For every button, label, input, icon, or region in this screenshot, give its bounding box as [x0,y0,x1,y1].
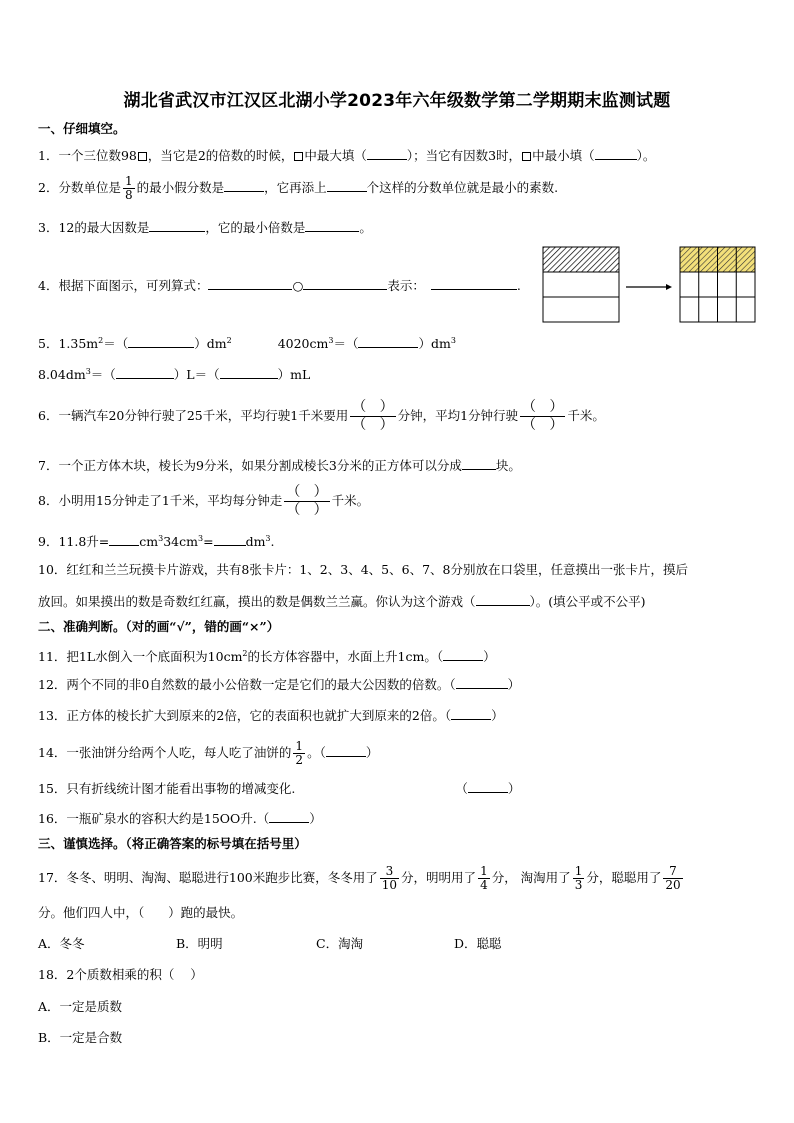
left-rectangle [543,247,619,322]
page-title: 湖北省武汉市江汉区北湖小学2023年六年级数学第二学期期末监测试题 [123,91,671,111]
section-2-heading: 二、准确判断。（对的画“√”，错的画“×”） [38,619,280,634]
question-11: 11．把1L水倒入一个底面积为$10cm^2$的长方体容器中，水面上升1cm。（ ） [38,649,496,665]
answer-blank[interactable] [326,744,366,757]
question-10: 10．红红和兰兰玩摸卡片游戏，共有8张卡片：1、2、3、4、5、6、7、8分别放在口袋里，任意摸出一张卡片，摸后 [38,562,688,577]
fraction-blank[interactable]: （ ） （ ） [352,399,394,433]
answer-blank[interactable] [468,780,508,793]
question-3: 3．12的最大因数是 ，它的最小倍数是 。 [38,220,372,235]
answer-blank[interactable] [214,533,246,546]
question-17-options [38,936,502,952]
section-1-heading: 一、仔细填空。 [38,121,126,136]
question-16: 16．一瓶矿泉水的容积大约是15OO升.（ ） [38,811,322,826]
fraction-blank[interactable]: （ ） （ ） [522,399,564,433]
question-18: 18．2个质数相乘的积（ ） [38,967,203,982]
answer-blank[interactable] [327,179,367,192]
shaded-part [543,247,619,272]
question-6: 6．一辆汽车20分钟行驶了25千米，平均行驶1千米要用 （ ） （ ） 分钟，平均1分钟行驶 （ ） （ ） 千米。 [38,399,605,433]
answer-blank[interactable] [451,707,491,720]
question-10-line-2: 放回。如果摸出的数是奇数红红赢，摸出的数是偶数兰兰赢。你认为这个游戏（ ）。(填公平或不公平) [38,594,646,609]
answer-blank[interactable] [476,593,530,606]
question-5-part-2: $8.04dm^3=$（ ）L＝（ ）mL [38,367,311,383]
fraction: $\frac{1}{2}$ [295,739,304,767]
answer-blank[interactable] [443,648,483,661]
answer-blank[interactable] [456,676,508,689]
question-12: 12．两个不同的非0自然数的最小公倍数一定是它们的最大公因数的倍数。（ ） [38,677,521,692]
digit-box-icon [138,152,147,161]
fraction: $\frac{7}{20}$ [665,864,681,892]
option-a[interactable]: A．冬冬 [38,936,85,951]
answer-blank[interactable] [358,335,418,348]
question-2: 2．分数单位是 $\frac{1}{8}$ 的最小假分数是 ，它再添上 个这样的分数单位就是最小的素数. [38,174,559,202]
digit-box-icon [294,152,303,161]
question-15: 15．只有折线统计图才能看出事物的增减变化. （ ） [38,781,521,796]
fraction: $\frac{1}{8}$ [124,174,133,202]
answer-blank[interactable] [224,179,264,192]
answer-blank[interactable] [116,366,174,379]
arrow-icon [626,284,672,290]
digit-box-icon [522,152,531,161]
question-7: 7．一个正方体木块，棱长为9分米，如果分割成棱长3分米的正方体可以分成 块。 [38,458,521,473]
question-17-line-2: 分。他们四人中，（ ）跑的最快。 [38,905,244,920]
question-14: 14．一张油饼分给两个人吃，每人吃了油饼的 $\frac{1}{2}$ 。（ ） [38,739,379,767]
answer-blank[interactable] [149,219,205,232]
option-b[interactable]: B．明明 [176,936,223,951]
answer-blank[interactable] [109,533,139,546]
question-9: 9．11.8升= $cm^334cm^3= dm^3$. [38,534,275,550]
fraction-diagram [540,245,760,325]
option-d[interactable]: D．聪聪 [454,936,502,951]
question-1: 1．一个三位数98 ，当它是2的倍数的时候， 中最大填（ ）；当它有因数3时， 中最小填（ ）。 [38,148,656,163]
question-17: 17．冬冬、明明、淘淘、聪聪进行100米跑步比赛，冬冬用了 $\frac{3}{10}$ 分，明明用了 $\frac{1}{4}$ 分， 淘淘用了 $\frac{1}{3}$ 分，聪聪用了 $\frac{7}{20}$ [38,864,681,892]
question-5: 5．$1.35m^2=$（ ）$dm^2$ $4020cm^3=$（ ）$dm^3$ [38,336,456,352]
fraction-blank[interactable]: （ ） （ ） [286,484,328,518]
right-grid [680,247,755,322]
answer-blank[interactable] [431,277,517,290]
section-3-heading: 三、谨慎选择。（将正确答案的标号填在括号里） [38,836,307,851]
fraction: $\frac{3}{10}$ [381,864,398,892]
answer-blank[interactable] [208,277,292,290]
answer-blank[interactable] [595,147,637,160]
question-18-option-a[interactable]: A．一定是质数 [38,999,123,1014]
question-18-option-b[interactable]: B．一定是合数 [38,1030,123,1045]
option-c[interactable]: C．淘淘 [316,936,364,951]
answer-blank[interactable] [269,810,309,823]
question-13: 13．正方体的棱长扩大到原来的2倍，它的表面积也就扩大到原来的2倍。（ ） [38,708,504,723]
answer-blank[interactable] [305,219,359,232]
answer-blank[interactable] [462,457,496,470]
fraction: $\frac{1}{4}$ [480,864,488,892]
answer-blank[interactable] [367,147,407,160]
answer-blank[interactable] [303,277,387,290]
fraction: $\frac{1}{3}$ [574,864,583,892]
question-4: 4．根据下面图示，可列算式： ○ 表示： . [38,278,521,293]
answer-blank[interactable] [220,366,278,379]
question-8: 8．小明用15分钟走了1千米，平均每分钟走 （ ） （ ） 千米。 [38,484,370,518]
answer-blank[interactable] [128,335,194,348]
